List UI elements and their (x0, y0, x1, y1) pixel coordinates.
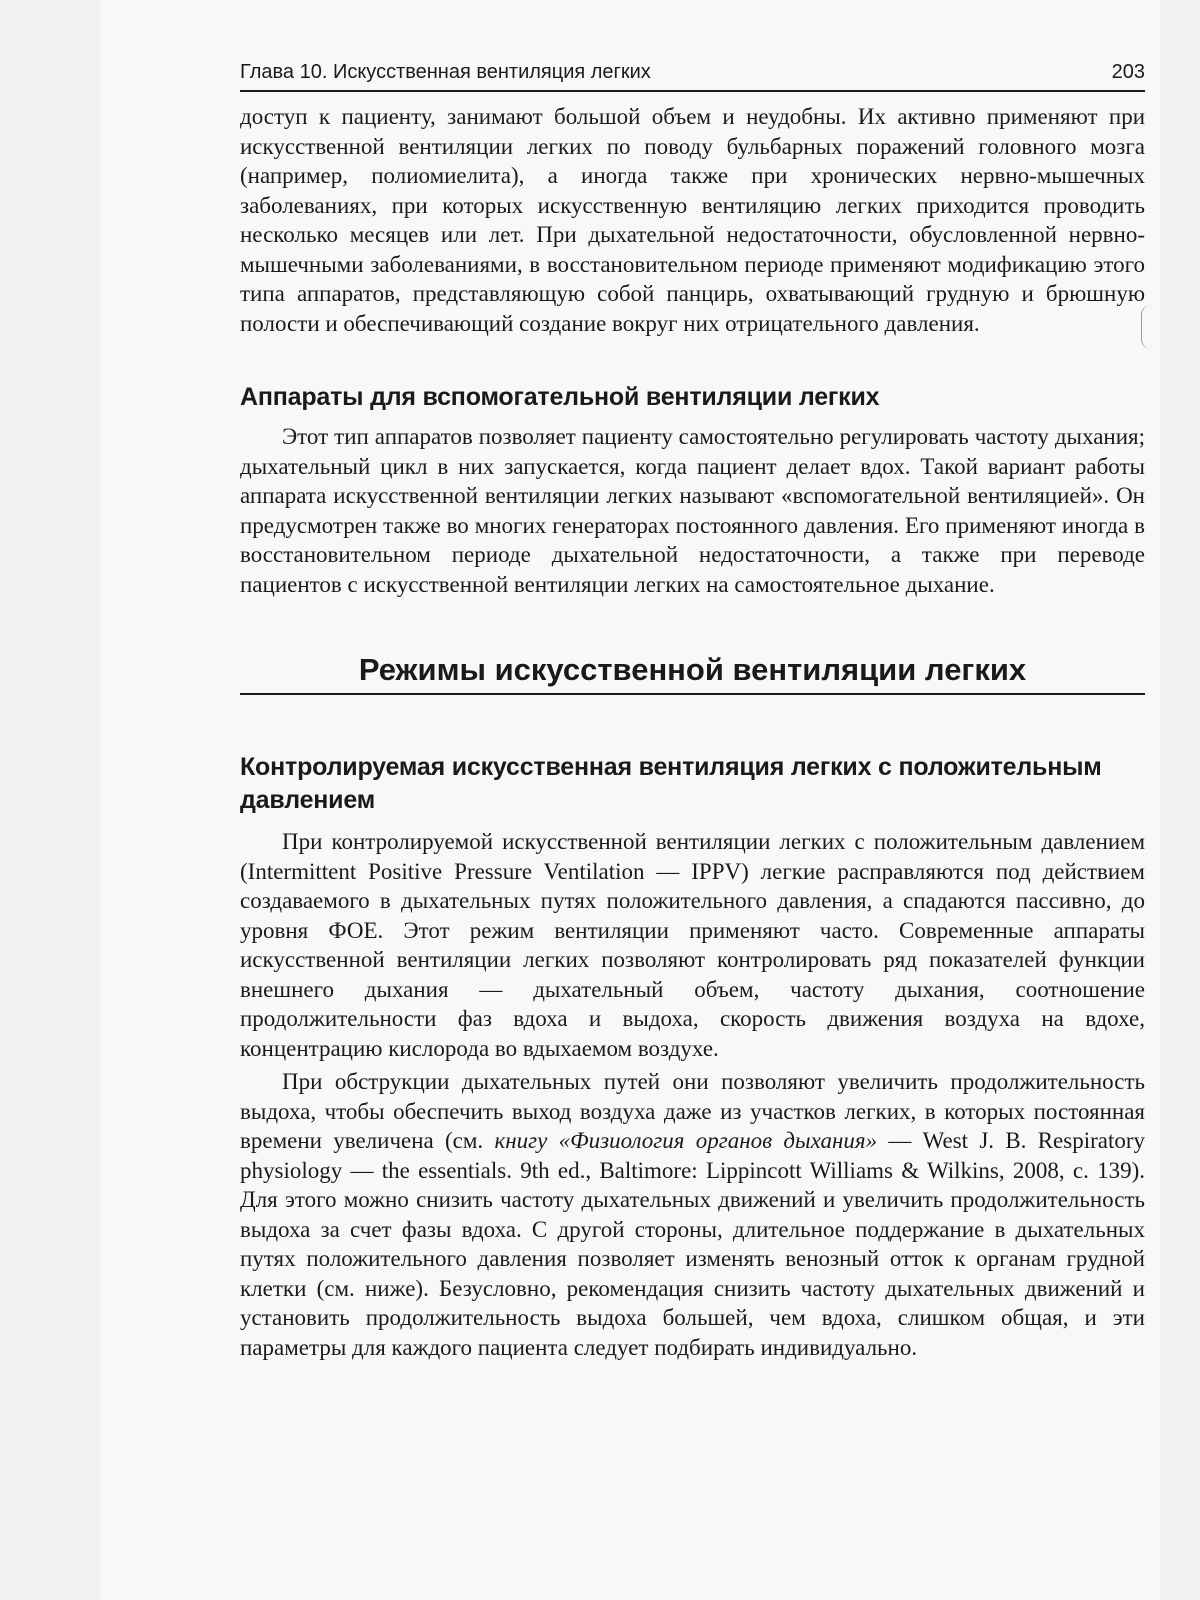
ippv-paragraph-2-end: — West J. B. Respiratory physiology — the essentials. 9th ed., Baltimore: Lippincott Williams & Wilkins, 2008, с. 139). Для этого можно снизить частоту дыхательных движений и увеличить продолжительность выдоха за счет фазы вдоха. С другой стороны, длительное поддержание в дыхательных путях положительного давления позволяет изменять венозный отток к органам грудной клетки (см. ниже). Безусловно, рекомендация снизить частоту дыхательных движений и установить продолжительность выдоха большей, чем вдоха, слишком общая, и эти параметры для каждого пациента следует подбирать индивидуально. (240, 1128, 1146, 1360)
page-number: 203 (1111, 61, 1145, 83)
page-edge-mark (1141, 305, 1152, 349)
ippv-paragraph-2 (240, 1067, 1145, 1362)
assist-ventilation-paragraph: Этот тип аппаратов позволяет пациенту самостоятельно регулировать частоту дыхания; дыхательный цикл в них запускается, когда пациент делает вдох. Такой вариант работы аппарата искусственной вентиляции легких называют «вспомогательной вентиляцией». Он предусмотрен также во многих генераторах постоянного давления. Его применяют иногда в восстановительном периоде дыхательной недостаточности, а также при переводе пациентов с искусственной вентиляции легких на самостоятельное дыхание. (240, 424, 1145, 597)
intro-paragraph: доступ к пациенту, занимают большой объем и неудобны. Их активно применяют при искусственной вентиляции легких по поводу бульбарных поражений головного мозга (например, полиомиелита), а иногда также при хронических нервно-мышечных заболеваниях, при которых искусственную вентиляцию легких приходится проводить несколько месяцев или лет. При дыхательной недостаточности, обусловленной нервно-мышечными заболеваниями, в восстановительном периоде применяют модификацию этого типа аппаратов, представляющую собой панцирь, охватывающий грудную и брюшную полости и обеспечивающий создание вокруг них отрицательного давления. (240, 104, 1145, 336)
ippv-heading-text: Контролируемая искусственная вентиляция легких с положительным давлением (240, 753, 1102, 814)
page-content (240, 56, 1145, 1362)
chapter-title: Глава 10. Искусственная вентиляция легких (240, 61, 651, 83)
running-header (240, 56, 1145, 92)
ippv-heading (240, 751, 1145, 817)
ippv-paragraph-2-start: При обструкции дыхательных путей они позволяют увеличить продолжительность выдоха, чтобы обеспечить выход воздуха даже из участков легких, в которых постоянная времени увеличена (см. (240, 1069, 1145, 1153)
book-page (100, 0, 1160, 1600)
assist-ventilation-heading: Аппараты для вспомогательной вентиляции легких (240, 383, 880, 411)
ippv-paragraph-1: При контролируемой искусственной вентиляции легких с положительным давлением (Intermittent Positive Pressure Ventilation — IPPV) легкие расправляются под действием создаваемого в дыхательных путях положительного давления, а спадаются пассивно, до уровня ФОЕ. Этот режим вентиляции применяют часто. Современные аппараты искусственной вентиляции легких позволяют контролировать ряд показателей функции внешнего дыхания — дыхательный объем, частоту дыхания, соотношение продолжительности фаз вдоха и выдоха, скорость движения воздуха на вдохе, концентрацию кислорода во вдыхаемом воздухе. (240, 829, 1145, 1061)
ventilation-modes-heading: Режимы искусственной вентиляции легких (240, 651, 1145, 695)
book-reference-italic: книгу «Физиология органов дыхания» (494, 1128, 878, 1153)
